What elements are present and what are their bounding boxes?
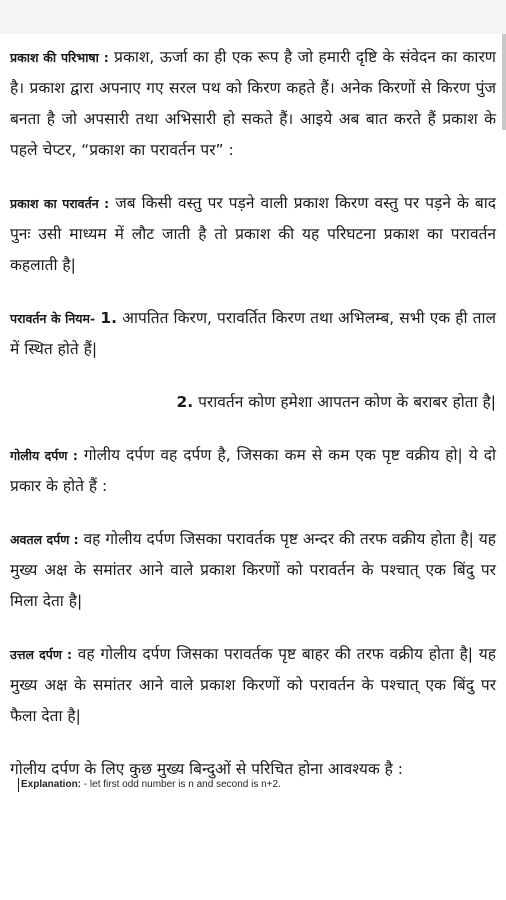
rule-1-text: आपतित किरण, परावर्तित किरण तथा अभिलम्ब, सभी एक ही ताल में स्थित होते हैं| xyxy=(10,309,496,358)
explanation-text: - let first odd number is n and second is n+2. xyxy=(83,779,281,790)
status-bar xyxy=(0,0,506,34)
convex-text: वह गोलीय दर्पण जिसका परावर्तक पृष्ट बाहर की तरफ वक्रीय होता है| यह मुख्य अक्ष के समांतर आने वाले प्रकाश किरणों को परावर्तन के पश्चात् एक बिंदु पर फैला देता है| xyxy=(10,645,496,725)
concave-text: वह गोलीय दर्पण जिसका परावर्तक पृष्ट अन्दर की तरफ वक्रीय होता है| यह मुख्य अक्ष के समांतर आने वाले प्रकाश किरणों को परावर्तन के पश्चात् एक बिंदु पर मिला देता है| xyxy=(10,530,497,610)
closing-text: गोलीय दर्पण के लिए कुछ मुख्य बिन्दुओं से परिचित होना आवश्यक है : xyxy=(10,760,404,778)
spherical-text: गोलीय दर्पण वह दर्पण है, जिसका कम से कम एक पृष्ट वक्रीय हो| ये दो प्रकार के होते हैं : xyxy=(10,446,496,495)
term-concave: अवतल दर्पण : xyxy=(10,532,79,547)
laws-paragraph xyxy=(10,303,496,365)
term-definition: प्रकाश की परिभाषा : xyxy=(10,50,109,65)
rule-2-number: 2. xyxy=(176,393,194,411)
term-laws: परावर्तन के नियम- xyxy=(10,311,96,326)
term-convex: उत्तल दर्पण : xyxy=(10,647,73,662)
concave-paragraph xyxy=(10,524,496,617)
spherical-paragraph xyxy=(10,440,496,502)
rule-2-paragraph xyxy=(10,387,496,418)
convex-paragraph xyxy=(10,639,496,732)
definition-text: प्रकाश, ऊर्जा का ही एक रूप है जो हमारी दृष्टि के संवेदन का कारण है। प्रकाश द्वारा अपनाए गए सरल पथ को किरण कहते हैं। अनेक किरणों से किरण पुंज बनता है जो अपसारी तथा अभिसारी हो सकते हैं। आइये अब बात करते हैं प्रकाश के पहले चेप्टर, “प्रकाश का परावर्तन पर” : xyxy=(10,48,496,159)
explanation-note xyxy=(18,778,281,792)
term-spherical: गोलीय दर्पण : xyxy=(10,448,78,463)
reflection-paragraph xyxy=(10,188,496,281)
reflection-text: जब किसी वस्तु पर पड़ने वाली प्रकाश किरण वस्तु पर पड़ने के बाद पुनः उसी माध्यम में लौट जाती है तो प्रकाश की यह परिघटना प्रकाश का परावर्तन कहलाती है| xyxy=(10,194,496,274)
article-body xyxy=(10,42,496,807)
explanation-label: Explanation: xyxy=(21,779,82,790)
scrollbar[interactable] xyxy=(502,34,506,130)
term-reflection: प्रकाश का परावर्तन : xyxy=(10,196,110,211)
rule-2-text: परावर्तन कोण हमेशा आपतन कोण के बराबर होता है| xyxy=(198,393,496,411)
definition-paragraph xyxy=(10,42,496,166)
rule-1-number: 1. xyxy=(100,309,118,327)
page-bottom xyxy=(0,815,506,900)
